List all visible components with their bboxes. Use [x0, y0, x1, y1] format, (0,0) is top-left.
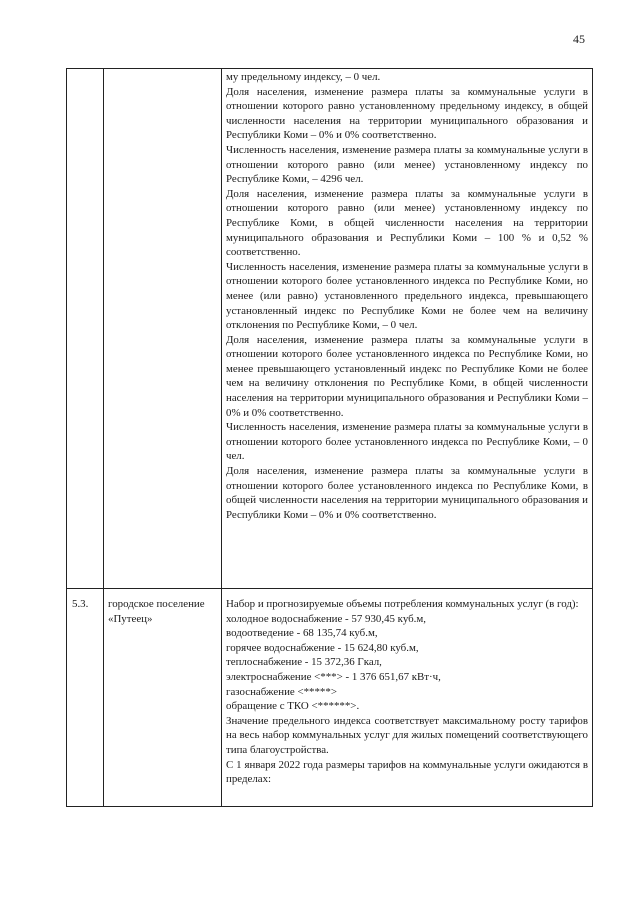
row-number-cell: 5.3. [67, 589, 104, 807]
row-text-cell [222, 69, 593, 589]
table-row [67, 69, 593, 589]
list-item: теплоснабжение - 15 372,36 Гкал, [226, 656, 382, 669]
paragraph: Доля населения, изменение размера платы за коммунальные услуги в отношении которого равно установленному предельному индексу, в общей численности населения на территории муниципального образования и Республики Коми – 0% и 0% соответственно. [226, 85, 588, 142]
list-item: газоснабжение <*****> [226, 685, 337, 698]
paragraph: Численность населения, изменение размера платы за коммунальные услуги в отношении которого равно (или менее) установленному индексу по Республике Коми, – 4296 чел. [226, 143, 588, 186]
paragraph: Значение предельного индекса соответствует максимальному росту тарифов на весь набор коммунальных услуг для жилых помещений соответствующего типа благоустройства. [226, 714, 588, 756]
paragraph: Доля населения, изменение размера платы за коммунальные услуги в отношении которого более установленного индекса по Республике Коми, в общей численности населения на территории муниципального образования и Республики Коми – 0% и 0% соответственно. [226, 465, 588, 521]
paragraph: Численность населения, изменение размера платы за коммунальные услуги в отношении которого более установленного индекса по Республике Коми, но менее (или равно) установленного предельного индекса, превышающего установленный индекс по Республике Коми не более чем на величину отклонения по Республике Коми, – 0 чел. [226, 260, 588, 332]
row-name-cell: городское поселение «Путеец» [104, 589, 222, 807]
paragraph: Доля населения, изменение размера платы за коммунальные услуги в отношении которого равно (или менее) установленному индексу по Республике Коми, в общей численности населения на территории муниципального образования и Республики Коми – 100 % и 0,52 % соответственно. [226, 187, 588, 259]
table-row [67, 589, 593, 807]
paragraph: С 1 января 2022 года размеры тарифов на коммунальные услуги ожидаются в пределах: [226, 758, 588, 786]
list-item: холодное водоснабжение - 57 930,45 куб.м, [226, 612, 427, 625]
row-number-cell [67, 69, 104, 589]
list-item: обращение с ТКО <******>. [226, 700, 360, 713]
row-text-cell [222, 589, 593, 807]
page-number: 45 [573, 32, 585, 46]
list-item: электроснабжение <***> - 1 376 651,67 кВт·ч, [226, 670, 441, 683]
paragraph: Численность населения, изменение размера платы за коммунальные услуги в отношении которого более установленного индекса по Республике Коми, – 0 чел. [226, 421, 588, 463]
list-item: водоотведение - 68 135,74 куб.м, [226, 627, 378, 640]
paragraph: му предельному индексу, – 0 чел. [226, 71, 381, 83]
paragraph: Набор и прогнозируемые объемы потребления коммунальных услуг (в год): [226, 598, 579, 610]
row-name-cell [104, 69, 222, 589]
paragraph: Доля населения, изменение размера платы за коммунальные услуги в отношении которого более установленного индекса по Республике Коми, но менее превышающего установленный индекс по Республике Коми не более чем на величину отклонения по Республике Коми, в общей численности населения на территории муниципального образования и Республики Коми – 0% и 0% соответственно. [226, 333, 588, 419]
list-item: горячее водоснабжение - 15 624,80 куб.м, [226, 641, 419, 654]
document-table [66, 68, 593, 807]
